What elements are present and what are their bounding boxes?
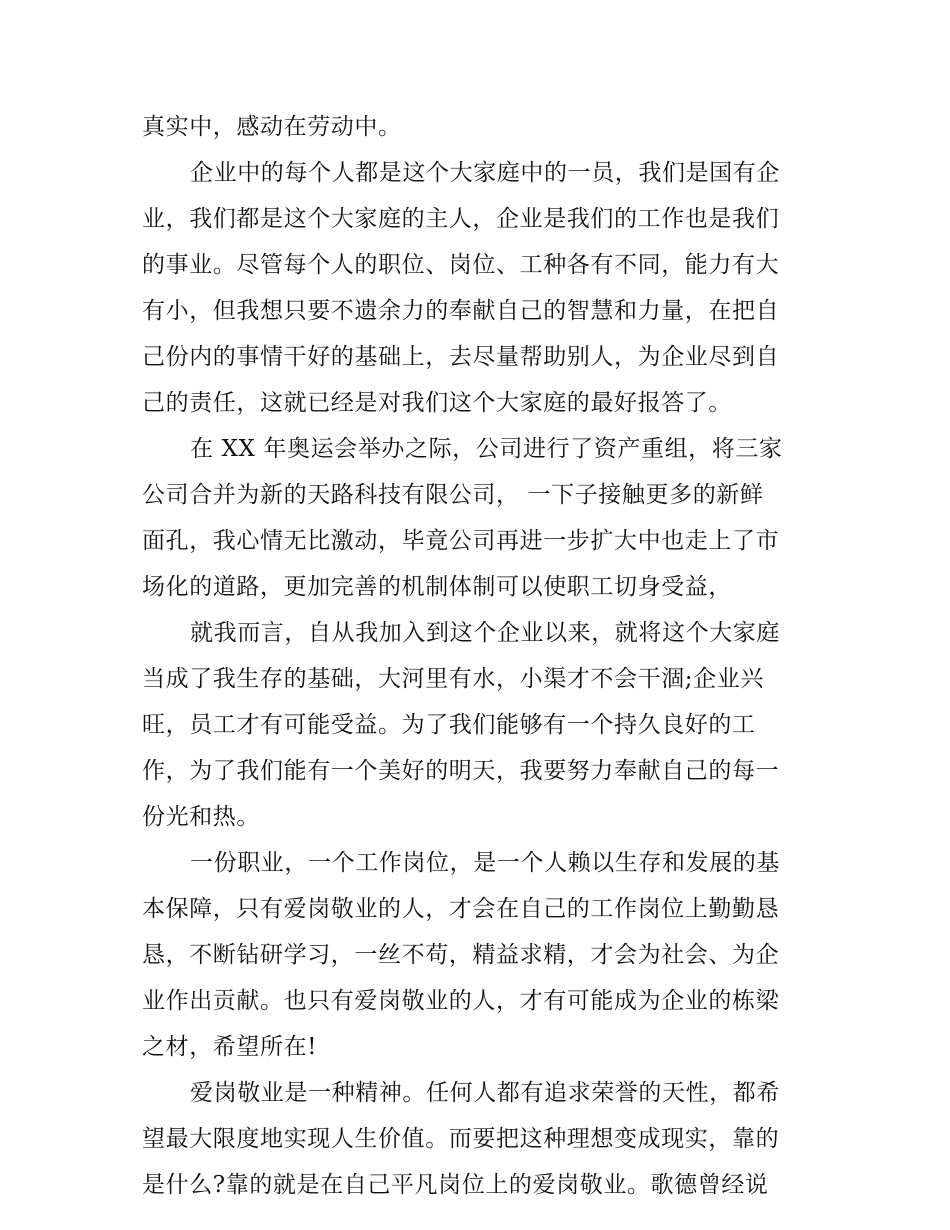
document-body	[142, 104, 810, 1208]
paragraph-6	[142, 1070, 810, 1208]
text-line: 恳，不断钻研学习，一丝不苟，精益求精，才会为社会、为企	[142, 942, 780, 968]
paragraph-2	[142, 150, 810, 426]
text-line: 望最大限度地实现人生价值。而要把这种理想变成现实，靠的	[142, 1126, 780, 1152]
text-line: 当成了我生存的基础，大河里有水，小渠才不会干涸;企业兴	[142, 666, 764, 692]
text-line: 场化的道路，更加完善的机制体制可以使职工切身受益，	[142, 574, 732, 600]
paragraph-4	[142, 610, 810, 840]
text-line: 企业中的每个人都是这个大家庭中的一员，我们是国有企	[190, 160, 780, 186]
text-line: 份光和热。	[142, 804, 260, 830]
text-line: 本保障，只有爱岗敬业的人，才会在自己的工作岗位上勤勤恳	[142, 896, 780, 922]
text-line: 就我而言，自从我加入到这个企业以来，就将这个大家庭	[190, 620, 780, 646]
paragraph-3	[142, 426, 810, 610]
text-line: 是什么?靠的就是在自己平凡岗位上的爱岗敬业。歌德曾经说	[142, 1172, 769, 1198]
text-line: 业，我们都是这个大家庭的主人，企业是我们的工作也是我们	[142, 206, 780, 232]
text-line: 的事业。尽管每个人的职位、岗位、工种各有不同，能力有大	[142, 252, 780, 278]
text-line: 业作出贡献。也只有爱岗敬业的人，才有可能成为企业的栋梁	[142, 988, 780, 1014]
text-line: 在 XX 年奥运会举办之际，公司进行了资产重组，将三家	[190, 436, 783, 462]
text-line: 面孔，我心情无比激动，毕竟公司再进一步扩大中也走上了市	[142, 528, 780, 554]
paragraph-1	[142, 104, 810, 150]
text-line: 真实中，感动在劳动中。	[142, 114, 402, 140]
text-line: 有小，但我想只要不遗余力的奉献自己的智慧和力量，在把自	[142, 298, 780, 324]
text-line: 己份内的事情干好的基础上，去尽量帮助别人，为企业尽到自	[142, 344, 780, 370]
text-line: 旺，员工才有可能受益。为了我们能够有一个持久良好的工	[142, 712, 756, 738]
text-line: 己的责任，这就已经是对我们这个大家庭的最好报答了。	[142, 390, 732, 416]
text-line: 一份职业，一个工作岗位，是一个人赖以生存和发展的基	[190, 850, 780, 876]
text-line: 爱岗敬业是一种精神。任何人都有追求荣誉的天性，都希	[190, 1080, 780, 1106]
paragraph-5	[142, 840, 810, 1070]
text-line: 作，为了我们能有一个美好的明天，我要努力奉献自己的每一	[142, 758, 780, 784]
text-line: 之材，希望所在!	[142, 1034, 318, 1060]
text-line: 公司合并为新的天路科技有限公司， 一下子接触更多的新鲜	[142, 482, 764, 508]
